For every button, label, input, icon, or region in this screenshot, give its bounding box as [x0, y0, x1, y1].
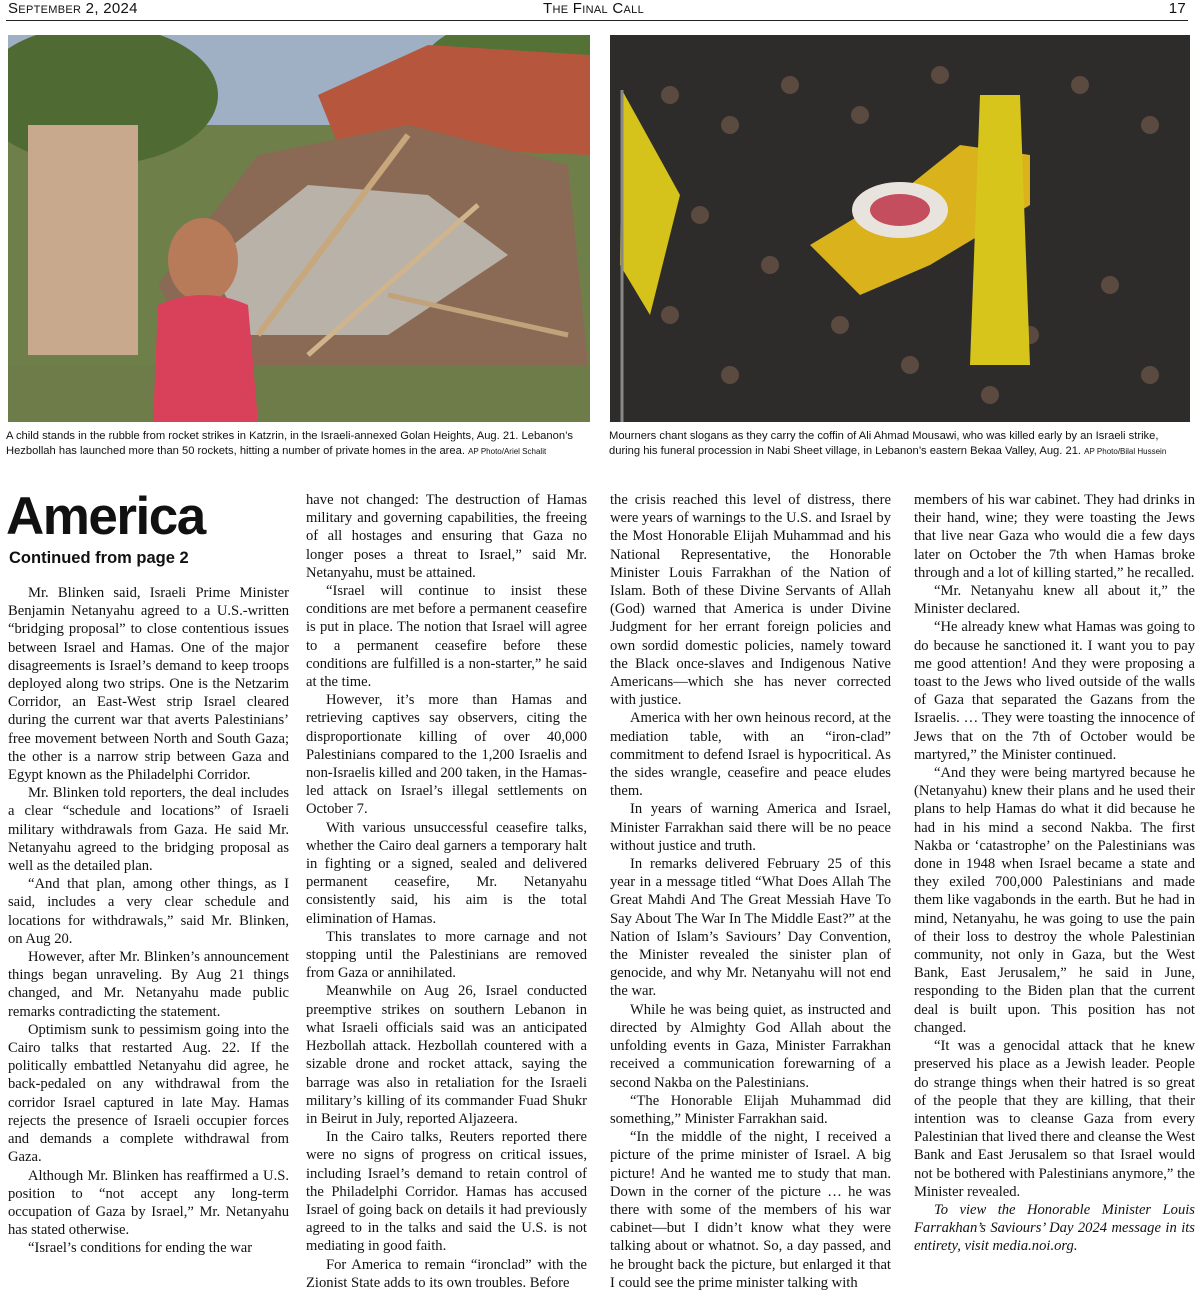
paragraph: the crisis reached this level of distress, there were years of warnings to the U.S. and Israel by the Most Honorable Elijah Muhammad and his National Representative, the Honorable Minister Louis Farrakhan of the Nation of Islam. Both of these Divine Servants of Allah (God) warned that America is under Divine Judgment for her errant foreign policies and own sordid domestic policies, namely toward the Black once-slaves and Indigenous Native Americans—which she has never corrected with justice.: [610, 492, 891, 709]
article-column-3: [610, 491, 891, 1292]
paragraph: members of his war cabinet. They had drinks in their hand, wine; they were toasting the Jews that live near Gaza who would die a few days later on October the 7th when Hamas broke through and a lot of killing started,” he recalled.: [914, 492, 1195, 581]
paragraph: “It was a genocidal attack that he knew preserved his place as a Jewish leader. People do strange things when their hatred is so great of the people that they are killing, that their intention was to cleanse Gaza from every Palestinian that lived there and cleanse the West Bank and East Jerusalem so that Israel would not be bothered with Palestinians anymore,” the Minister revealed.: [914, 1038, 1195, 1200]
photo-credit: AP Photo/Bilal Hussein: [1084, 447, 1167, 456]
caption-text: A child stands in the rubble from rocket strikes in Katzrin, in the Israeli-annexed Golan Heights, Aug. 21. Lebanon’s Hezbollah has launched more than 50 rockets, hitting a number of private homes in the area.: [6, 430, 573, 457]
paragraph: “Israel will continue to insist these conditions are met before a permanent ceasefire is put in place. The notion that Israel will agree to a permanent ceasefire before these conditions are fulfilled is a non-starter,” he said at the time.: [306, 583, 587, 691]
photo-credit: AP Photo/Ariel Schalit: [468, 447, 547, 456]
paragraph: have not changed: The destruction of Hamas military and governing capabilities, the freeing of all hostages and ensuring that Gaza no longer poses a threat to Israel,” said Mr. Netanyahu, must be attained.: [306, 492, 587, 581]
paragraph: “In the middle of the night, I received a picture of the prime minister of Israel. A big picture! And he wanted me to study that man. Down in the corner of the picture … he was there with some of the members of his war cabinet—but I didn’t know what they were talking about or whatnot. So, a day passed, and he brought back the picture, but enlarged it that I could see the prime minister talking with: [610, 1129, 891, 1291]
article-subhead: Continued from page 2: [9, 549, 189, 567]
paragraph: “And that plan, among other things, as I said, includes a very clear schedule and locations for withdrawals,” said Mr. Blinken, on Aug 20.: [8, 876, 289, 947]
paragraph: Meanwhile on Aug 26, Israel conducted preemptive strikes on southern Lebanon in what Israeli officials said was an anticipated Hezbollah attack. Hezbollah countered with a sizable drone and rocket attack, saying the barrage was also in retaliation for the Israeli military’s killing of its commander Fuad Shukr in Beirut in July, reported Aljazeera.: [306, 983, 587, 1127]
paragraph: “Israel’s conditions for ending the war: [28, 1240, 253, 1257]
paragraph: While he was being quiet, as instructed and directed by Almighty God Allah about the unfolding events in Gaza, Minister Farrakhan received a communication forewarning of a second Nakba on the Palestinians.: [610, 1001, 891, 1091]
rubble-photo-caption: [6, 429, 591, 473]
paragraph: Mr. Blinken told reporters, the deal includes a clear “schedule and locations” of Israeli military withdrawals from Gaza. He said Mr. Netanyahu agreed to the bridging proposal as well as the detailed plan.: [8, 785, 289, 875]
paragraph: For America to remain “ironclad” with the Zionist State adds to its own troubles. Before: [306, 1256, 587, 1291]
article-column-1: [8, 584, 289, 1258]
article-headline: America: [6, 487, 205, 546]
paragraph: With various unsuccessful ceasefire talks, whether the Cairo deal garners a temporary halt in fighting or a signed, sealed and delivered permanent ceasefire, Mr. Netanyahu consistently said, his aim is the total elimination of Hamas.: [306, 819, 587, 927]
publication-name: The Final Call: [543, 0, 645, 17]
funeral-photo: [610, 35, 1190, 422]
paragraph: Although Mr. Blinken has reaffirmed a U.S. position to “not accept any long-term occupation of Gaza by Israel,” Mr. Netanyahu has stated otherwise.: [8, 1167, 289, 1239]
issue-date: September 2, 2024: [8, 0, 138, 17]
paragraph: Optimism sunk to pessimism going into the Cairo talks that restarted Aug. 22. If the politically embattled Netanyahu did agree, he back-pedaled on any withdrawal from the corridor Israel captured in late May. Hamas rejects the presence of Israeli occupier forces and demands a complete withdrawal from Gaza.: [8, 1021, 289, 1166]
closing-note: To view the Honorable Minister Louis Farrakhan’s Saviours’ Day 2024 message in its entirety, visit media.noi.org.: [914, 1201, 1195, 1255]
paragraph: In the Cairo talks, Reuters reported there were no signs of progress on critical issues, including Israel’s demand to retain control of the Philadelphi Corridor. Hamas has accused Israel of going back on details it had previously agreed to in the talks and said the U.S. is not mediating in good faith.: [306, 1129, 587, 1255]
paragraph: “Mr. Netanyahu knew all about it,” the Minister declared.: [914, 583, 1195, 618]
paragraph: “And they were being martyred because he (Netanyahu) knew their plans and he used their plans to help Hamas do what it did because he had in his mind a second Nakba. The first Nakba or ‘catastrophe’ on the Palestinians was done in 1948 when Israel became a state and they exiled 700,000 Palestinians and made them like vagabonds in the earth. But he had in mind, Netanyahu, he was going to use the pain of their loss to destroy the whole Palestinian community, not only in Gaza, but the West Bank, East Jerusalem,” he said in June, responding to the Biden plan that the current deal is built upon. This position has not changed.: [914, 765, 1195, 1036]
paragraph: “The Honorable Elijah Muhammad did something,” Minister Farrakhan said.: [610, 1092, 891, 1127]
rubble-photo: [8, 35, 590, 422]
paragraph: However, after Mr. Blinken’s announcement things began unraveling. By Aug 21 things changed, and Mr. Netanyahu made public remarks contradicting the statement.: [8, 949, 289, 1020]
paragraph: This translates to more carnage and not stopping until the Palestinians are removed from Gaza or annihilated.: [306, 928, 587, 982]
article-column-2: [306, 491, 587, 1292]
article-column-4: [914, 491, 1195, 1256]
page-header: [6, 0, 1188, 21]
caption-text: Mourners chant slogans as they carry the coffin of Ali Ahmad Mousawi, who was killed early by an Israeli strike, during his funeral procession in Nabi Sheet village, in Lebanon’s eastern Bekaa Valley, Aug. 21.: [609, 430, 1159, 457]
paragraph: Mr. Blinken said, Israeli Prime Minister Benjamin Netanyahu agreed to a U.S.-written “bridging proposal” to close contentious issues between Israel and Hamas. One of the major disagreements is Israel’s demand to keep troops deployed along two strips. One is the Netzarim Corridor, an East-West strip Israel cleared during the current war that averts Palestinians’ free movement between North and South Gaza; the other is a narrow strip between Gaza and Egypt known as the Philadelphi Corridor.: [8, 585, 289, 784]
paragraph: In years of warning America and Israel, Minister Farrakhan said there will be no peace without justice and truth.: [610, 801, 891, 854]
funeral-photo-caption: [609, 429, 1192, 473]
paragraph: “He already knew what Hamas was going to do because he sanctioned it. I want you to pay me good attention! And they were proposing a toast to the Jews who lived outside of the walls of Gaza that separated the Gazans from the Israelis. … They were toasting the innocence of Jews that on the 7th of October would be martyred,” the Minister continued.: [914, 619, 1195, 763]
paragraph: America with her own heinous record, at the mediation table, with an “iron-clad” commitment to defend Israel is hypocritical. As the sides wrangle, ceasefire and peace eludes them.: [610, 710, 891, 800]
page-number: 17: [1168, 0, 1186, 17]
paragraph: However, it’s more than Hamas and retrieving captives say observers, citing the disproportionate killing of over 40,000 Palestinians compared to the 1,200 Israelis and non-Israelis killed and 200 taken, in the Hamas-led attack on Israel’s illegal settlements on October 7.: [306, 692, 587, 818]
paragraph: In remarks delivered February 25 of this year in a message titled “What Does Allah The Great Mahdi And The Great Messiah Have To Say About The War In The Middle East?” at the Nation of Islam’s Saviours’ Day Convention, the Minister revealed the sinister plan of genocide, and why Mr. Netanyahu will not end the war.: [610, 856, 891, 1000]
